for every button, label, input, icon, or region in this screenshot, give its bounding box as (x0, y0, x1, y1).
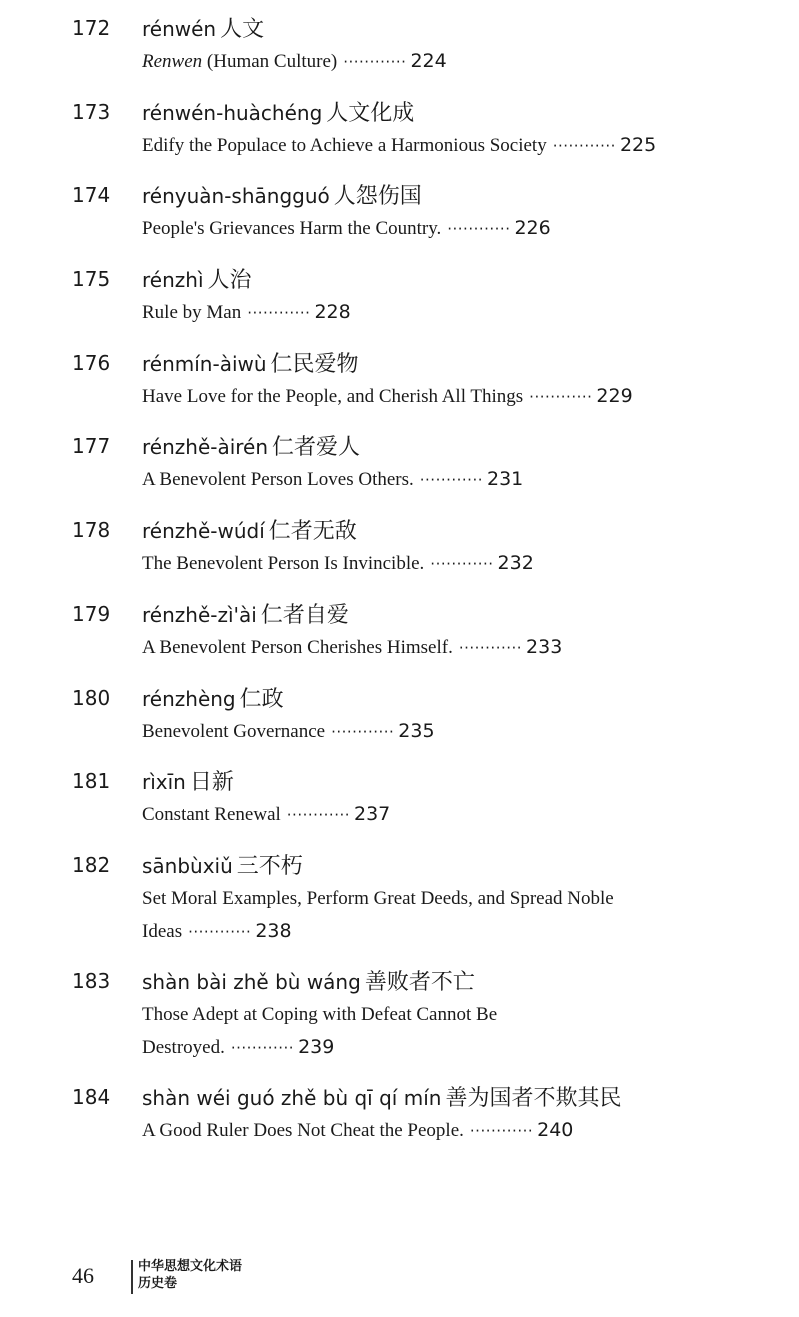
entry-term (142, 347, 359, 378)
entry-pinyin: rénzhì (142, 268, 204, 293)
entry-term (142, 12, 264, 43)
entry-translation-text: Benevolent Governance (142, 720, 326, 742)
entry-translation (142, 129, 762, 163)
entry-translation (142, 715, 762, 749)
entry-page-ref: 235 (398, 719, 435, 742)
index-entry (0, 430, 799, 514)
index-entry (0, 347, 799, 431)
entry-leader-dots: ············ (419, 471, 483, 490)
index-entry (0, 849, 799, 965)
entry-number: 182 (72, 852, 111, 877)
series-title (138, 1258, 242, 1292)
entry-page-ref: 226 (514, 217, 551, 240)
index-entry (0, 12, 799, 96)
entry-pinyin: rénmín-àiwù (142, 351, 267, 376)
entry-term (142, 514, 357, 545)
entry-page-ref: 224 (410, 50, 447, 72)
entry-pinyin: rénzhě-zì'ài (142, 602, 257, 627)
entry-translation-text: Set Moral Examples, Perform Great Deeds, and Spread Noble Ideas (142, 887, 614, 942)
entry-translation-text: Rule by Man (142, 302, 242, 324)
entry-number: 183 (72, 968, 111, 993)
entry-term (142, 965, 475, 996)
entry-pinyin: sānbùxiǔ (142, 853, 233, 878)
entry-leader-dots: ············ (469, 1121, 534, 1140)
entry-page-ref: 225 (619, 133, 657, 156)
entry-pinyin: rìxīn (142, 770, 186, 795)
entry-term (142, 598, 349, 629)
entry-leader-dots: ············ (552, 136, 616, 155)
entry-translation (142, 547, 762, 581)
entry-leader-dots: ············ (430, 555, 494, 574)
entry-page-ref: 239 (298, 1035, 335, 1058)
entry-translation (142, 45, 762, 79)
index-entry (0, 263, 799, 347)
index-entry (0, 965, 799, 1081)
index-entry (0, 1081, 799, 1165)
entry-translation-text: The Benevolent Person Is Invincible. (142, 553, 425, 575)
entry-hanzi: 善败者不亡 (364, 969, 475, 995)
entry-translation-text: Those Adept at Coping with Defeat Cannot Be Destroyed. (142, 1003, 498, 1058)
entry-pinyin: rényuàn-shāngguó (142, 184, 330, 209)
entry-hanzi: 日新 (189, 770, 234, 796)
entry-hanzi: 人文 (220, 17, 265, 42)
entry-term (142, 1081, 621, 1112)
entry-leader-dots: ············ (331, 722, 395, 741)
entry-number: 174 (72, 183, 111, 208)
entry-leader-dots: ············ (286, 806, 350, 825)
entry-number: 178 (72, 518, 111, 543)
entry-translation (142, 296, 762, 330)
entry-translation-text: (Human Culture) (202, 51, 338, 72)
entry-hanzi: 仁民爱物 (270, 351, 359, 377)
entry-term (142, 430, 360, 461)
entry-number: 172 (72, 16, 111, 40)
entry-hanzi: 三不朽 (236, 853, 303, 879)
index-entry (0, 598, 799, 682)
index-entry (0, 96, 799, 180)
entry-translation (142, 631, 762, 665)
index-entries (0, 12, 799, 1165)
entry-term (142, 765, 234, 796)
entry-leader-dots: ············ (230, 1038, 295, 1057)
entry-hanzi: 善为国者不欺其民 (445, 1085, 622, 1111)
entry-term (142, 849, 303, 880)
entry-page-ref: 231 (486, 468, 524, 491)
entry-leader-dots: ············ (447, 220, 511, 239)
entry-leader-dots: ············ (343, 53, 407, 71)
entry-page-ref: 228 (314, 301, 351, 324)
entry-number: 176 (72, 350, 111, 375)
entry-hanzi: 人怨伤国 (333, 184, 422, 210)
entry-pinyin: rénzhèng (142, 686, 236, 711)
entry-term (142, 682, 284, 713)
footer-divider (131, 1260, 133, 1294)
entry-leader-dots: ············ (529, 387, 593, 406)
page-number: 46 (72, 1263, 94, 1288)
entry-number: 180 (72, 685, 111, 710)
series-title-line2: 历史卷 (138, 1276, 178, 1291)
entry-pinyin: shàn wéi guó zhě bù qī qí mín (142, 1085, 442, 1110)
entry-term (142, 96, 414, 127)
entry-hanzi: 仁者爱人 (272, 435, 361, 461)
index-entry (0, 179, 799, 263)
entry-leader-dots: ············ (458, 638, 523, 657)
entry-translation-text: A Good Ruler Does Not Cheat the People. (142, 1119, 464, 1141)
entry-leader-dots: ············ (188, 922, 252, 941)
entry-translation (142, 882, 662, 949)
index-entry (0, 682, 799, 766)
index-entry (0, 765, 799, 849)
entry-translation (142, 998, 682, 1065)
entry-translation (142, 798, 762, 832)
entry-translation (142, 212, 762, 246)
entry-translation-text: Have Love for the People, and Cherish All Things (142, 385, 524, 407)
entry-pinyin: rénwén-huàchéng (142, 100, 323, 125)
entry-number: 177 (72, 434, 111, 459)
entry-hanzi: 人治 (207, 268, 252, 294)
entry-number: 181 (72, 769, 111, 794)
entry-page-ref: 233 (526, 635, 563, 658)
entry-translation-text: A Benevolent Person Cherishes Himself. (142, 636, 453, 658)
entry-term (142, 263, 252, 294)
entry-term (142, 179, 422, 210)
entry-number: 173 (72, 99, 111, 124)
entry-translation (142, 380, 762, 414)
entry-translation-text: People's Grievances Harm the Country. (142, 218, 442, 240)
index-entry (0, 514, 799, 598)
entry-pinyin: rénzhě-wúdí (142, 519, 265, 544)
entry-hanzi: 仁政 (239, 686, 284, 712)
entry-translation (142, 1114, 762, 1148)
entry-page-ref: 232 (497, 552, 534, 575)
entry-hanzi: 仁者自爱 (260, 602, 349, 628)
entry-leader-dots: ············ (247, 304, 311, 323)
page-footer (72, 1258, 472, 1298)
entry-translation-italic: Renwen (142, 51, 203, 72)
entry-number: 179 (72, 601, 111, 626)
entry-page-ref: 237 (354, 803, 391, 826)
entry-translation-text: A Benevolent Person Loves Others. (142, 469, 414, 491)
entry-pinyin: rénzhě-àirén (142, 435, 269, 460)
entry-number: 184 (72, 1084, 111, 1109)
entry-page-ref: 229 (596, 384, 633, 407)
series-title-line1: 中华思想文化术语 (138, 1259, 243, 1274)
entry-page-ref: 238 (255, 919, 292, 942)
entry-pinyin: rénwén (142, 17, 217, 41)
entry-pinyin: shàn bài zhě bù wáng (142, 969, 361, 994)
entry-hanzi: 人文化成 (326, 100, 415, 126)
entry-translation (142, 463, 762, 497)
entry-translation-text: Edify the Populace to Achieve a Harmonious Society (142, 134, 547, 156)
entry-translation-text: Constant Renewal (142, 804, 281, 826)
entry-hanzi: 仁者无敌 (268, 519, 357, 545)
entry-number: 175 (72, 267, 111, 292)
entry-page-ref: 240 (537, 1118, 574, 1141)
